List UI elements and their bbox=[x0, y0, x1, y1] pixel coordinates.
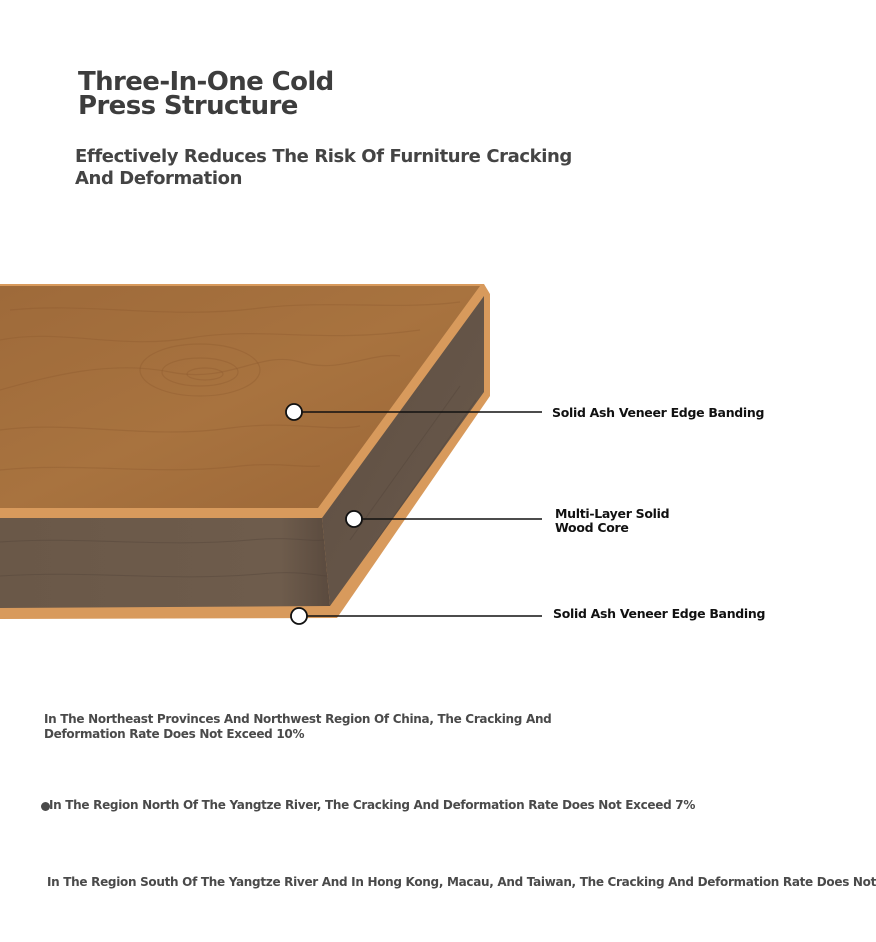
stat-northeast: In The Northeast Provinces And Northwest Region Of China, The Cracking And Deformation Rate Does Not Exceed 10% bbox=[44, 712, 552, 741]
stat-north-yangtze: In The Region North Of The Yangtze River, The Cracking And Deformation Rate Does Not Exceed 7% bbox=[49, 798, 696, 812]
callout-dot-bottom bbox=[291, 608, 307, 624]
wood-board-illustration bbox=[0, 280, 790, 630]
stat-south-yangtze: In The Region South Of The Yangtze River And In Hong Kong, Macau, And Taiwan, The Cracking And Deformation Rate Does Not bbox=[47, 875, 876, 889]
callout-label-middle: Multi-Layer Solid Wood Core bbox=[555, 506, 670, 535]
core-front-face bbox=[0, 518, 330, 608]
page-subtitle: Effectively Reduces The Risk Of Furniture Cracking And Deformation bbox=[75, 146, 572, 189]
page-title: Three-In-One Cold Press Structure bbox=[78, 67, 334, 121]
callout-dot-middle bbox=[346, 511, 362, 527]
callout-label-bottom: Solid Ash Veneer Edge Banding bbox=[553, 606, 766, 621]
callout-label-top: Solid Ash Veneer Edge Banding bbox=[552, 405, 765, 420]
callout-dot-top bbox=[286, 404, 302, 420]
